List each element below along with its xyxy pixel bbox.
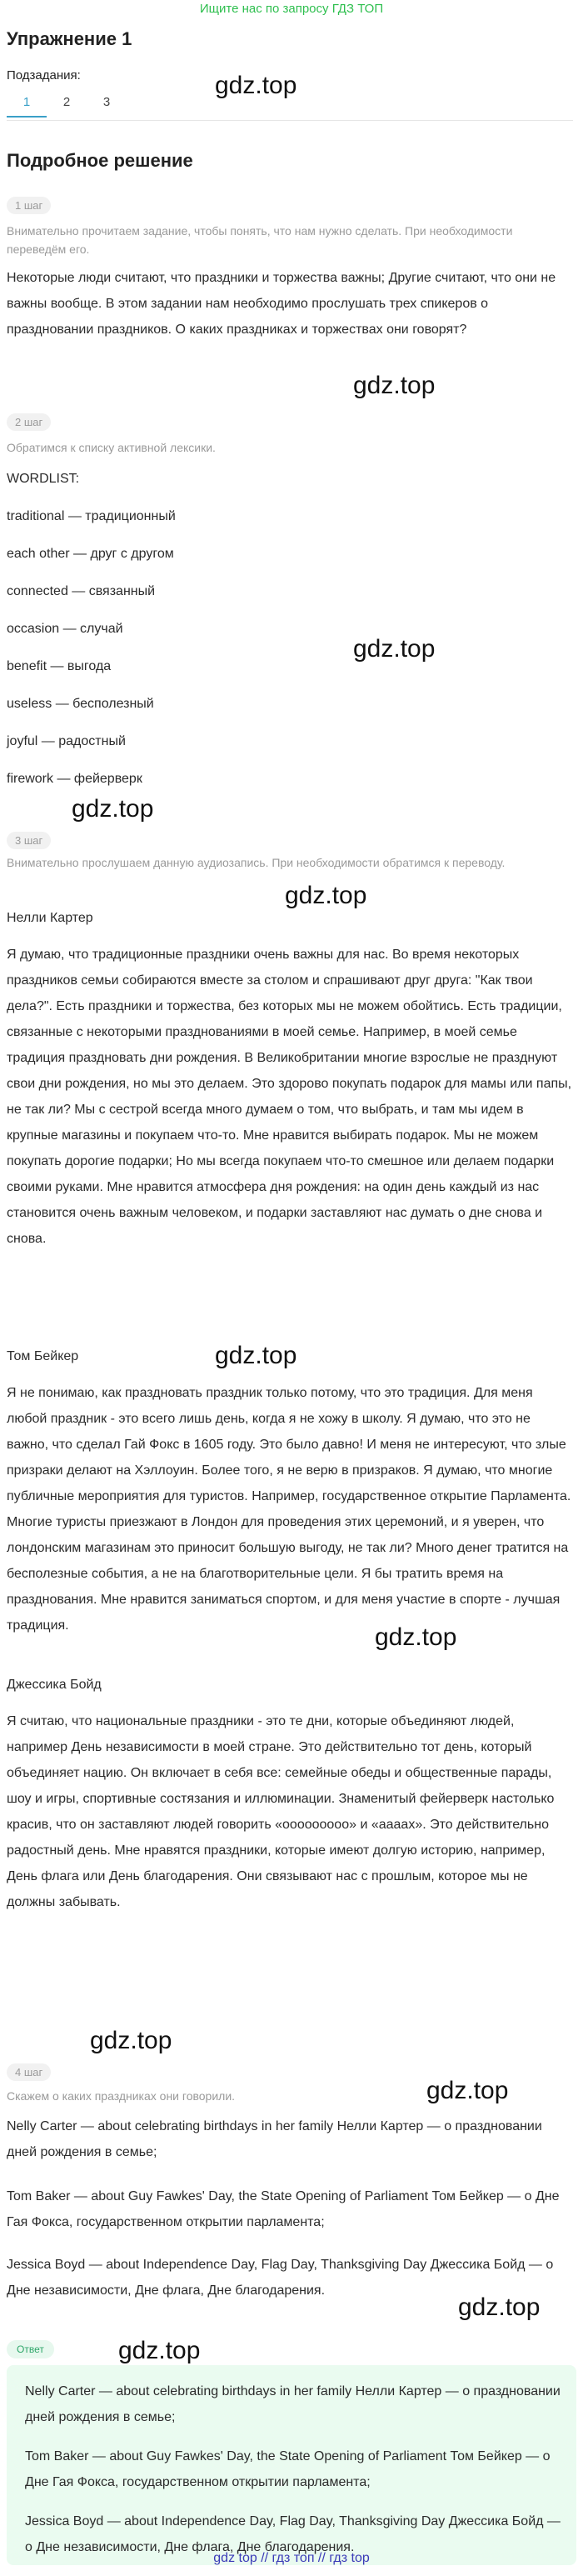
speaker-text: Я считаю, что национальные праздники - это те дни, которые объединяют людей, например День независимости в моей стране. Это действительно тот день, который объединяет нацию. Он включает в себя все: семейные обеды и общественные парады, шоу и игры, спортивные состязания и иллюминации. Знаменитый фейерверк настолько красив, что он заставляют людей говорить «ооооооооо» и «ааааx». Это действительно радостный день. Мне нравятся праздники, которые имеют долгую историю, например, День флага или День благодарения. Они связывают нас с прошлым, которое мы не должны забывать. — [7, 1714, 555, 1909]
wordlist-item: firework — фейерверк — [7, 772, 142, 786]
wordlist-item: each other — друг с другом — [7, 547, 174, 561]
tabs-divider — [7, 120, 573, 121]
step-1-badge: 1 шаг — [7, 197, 51, 214]
step-2-hint: Обратимся к списку активной лексики. — [7, 441, 216, 454]
step-3-hint: Внимательно прослушаем данную аудиозапись. При необходимости обратимся к переводу. — [7, 856, 506, 869]
watermark: gdz.top — [215, 1342, 297, 1369]
answer-line: Nelly Carter — about celebrating birthdays in her family Нелли Картер — о праздновании дней рождения в семье; — [25, 2384, 561, 2424]
step-4-line: Jessica Boyd — about Independence Day, Flag Day, Thanksgiving Day Джессика Бойд — о Дне независимости, Дне флага, Дне благодарения. — [7, 2258, 554, 2298]
wordlist-item: occasion — случай — [7, 622, 123, 636]
step-2-badge: 2 шаг — [7, 413, 51, 431]
watermark: gdz.top — [118, 2337, 201, 2364]
step-3-badge: 3 шаг — [7, 832, 51, 849]
step-4-line: Tom Baker — about Guy Fawkes' Day, the State Opening of Parliament Том Бейкер — о Дне Гая Фокса, государственном открытии парламента; — [7, 2189, 560, 2229]
solution-title: Подробное решение — [7, 150, 193, 171]
step-4-line: Nelly Carter — about celebrating birthdays in her family Нелли Картер — о праздновании дней рождения в семье; — [7, 2119, 542, 2159]
step-4-badge: 4 шаг — [7, 2063, 51, 2081]
wordlist-item: connected — связанный — [7, 584, 156, 598]
answer-box — [7, 2365, 576, 2565]
tab-3[interactable]: 3 — [102, 95, 111, 109]
subtask-tabs — [7, 93, 127, 118]
speaker-text: Я думаю, что традиционные праздники очень важны для нас. Во время некоторых праздников семьи собираются вместе за столом и спрашивают друг друга: "Как твои дела?". Есть праздники и торжества, без которых мы не можем обойтись. Есть традиции, связанные с некоторыми празднованиями в моей семье. Например, в моей семье традиция праздновать дни рождения. В Великобритании многие взрослые не празднуют свои дни рождения, но мы это делаем. Это здорово покупать подарок для мамы или папы, не так ли? Мы с сестрой всегда много думаем о том, что выбрать, и там мы идем в крупные магазины и покупаем что-то. Мне нравится выбирать подарок. Мы не можем покупать дорогие подарки; Но мы всегда покупаем что-то смешное или делаем подарки своими руками. Мне нравится атмосфера дня рождения: на один день каждый из нас становится очень важным человеком, и подарки заставляют нас думать о дне снова и снова. — [7, 948, 572, 1246]
watermark: gdz.top — [426, 2077, 509, 2104]
watermark: gdz.top — [215, 72, 297, 99]
wordlist-item: benefit — выгода — [7, 659, 112, 673]
page-title: Упражнение 1 — [7, 28, 132, 49]
answer-line: Tom Baker — about Guy Fawkes' Day, the State Opening of Parliament Том Бейкер — о Дне Гая Фокса, государственном открытии парламента; — [25, 2449, 551, 2489]
wordlist-item: joyful — радостный — [7, 734, 126, 748]
wordlist-title: WORDLIST: — [7, 472, 80, 486]
watermark: gdz.top — [90, 2027, 172, 2054]
watermark: gdz.top — [72, 795, 154, 823]
speaker-text: Я не понимаю, как праздновать праздник только потому, что это традиция. Для меня любой праздник - это всего лишь день, когда я не хожу в школу. Я думаю, что это не важно, что сделал Гай Фокс в 1605 году. Это было давно! И меня не интересуют, что злые призраки делают на Хэллоуин. Более того, я не верю в призраков. Я думаю, что многие публичные мероприятия для туристов. Например, государственное открытие Парламента. Многие туристы приезжают в Лондон для проведения этих церемоний, и я уверен, что лондонским магазинам это приносит большую выгоду, не так ли? Много денег тратится на бесполезные события, а не на благотворительные цели. Я бы тратить время на празднования. Мне нравится заниматься спортом, и для меня участие в спорте - лучшая традиция. — [7, 1386, 571, 1633]
step-1-text: Некоторые люди считают, что праздники и торжества важны; Другие считают, что они не важны вообще. В этом задании нам необходимо прослушать трех спикеров о праздновании праздников. О каких праздниках и торжествах они говорят? — [7, 271, 556, 337]
watermark: gdz.top — [458, 2293, 541, 2321]
watermark: gdz.top — [353, 372, 436, 399]
speaker-name: Джессика Бойд — [7, 1678, 102, 1692]
wordlist-item: useless — бесполезный — [7, 697, 154, 711]
wordlist-item: traditional — традиционный — [7, 509, 176, 523]
search-hint-banner: Ищите нас по запросу ГДЗ ТОП — [199, 2, 384, 16]
speaker-name: Нелли Картер — [7, 911, 93, 925]
answer-badge: Ответ — [7, 2340, 54, 2358]
step-1-hint: Внимательно прочитаем задание, чтобы понять, что нам нужно сделать. При необходимости переведём его. — [7, 224, 513, 256]
tab-2[interactable]: 2 — [62, 95, 71, 109]
tab-1[interactable]: 1 — [7, 93, 47, 118]
speaker-name: Том Бейкер — [7, 1349, 79, 1363]
watermark: gdz.top — [375, 1623, 457, 1651]
watermark: gdz.top — [285, 882, 367, 909]
subtasks-label: Подзадания: — [7, 68, 81, 83]
step-4-hint: Скажем о каких праздниках они говорили. — [7, 2089, 236, 2103]
watermark: gdz.top — [353, 635, 436, 663]
footer-links[interactable]: gdz top // гдз топ // гдз top — [213, 2551, 370, 2565]
answer-line: Jessica Boyd — about Independence Day, Flag Day, Thanksgiving Day Джессика Бойд — о Дне независимости, Дне флага, Дне благодарения. — [25, 2514, 561, 2554]
